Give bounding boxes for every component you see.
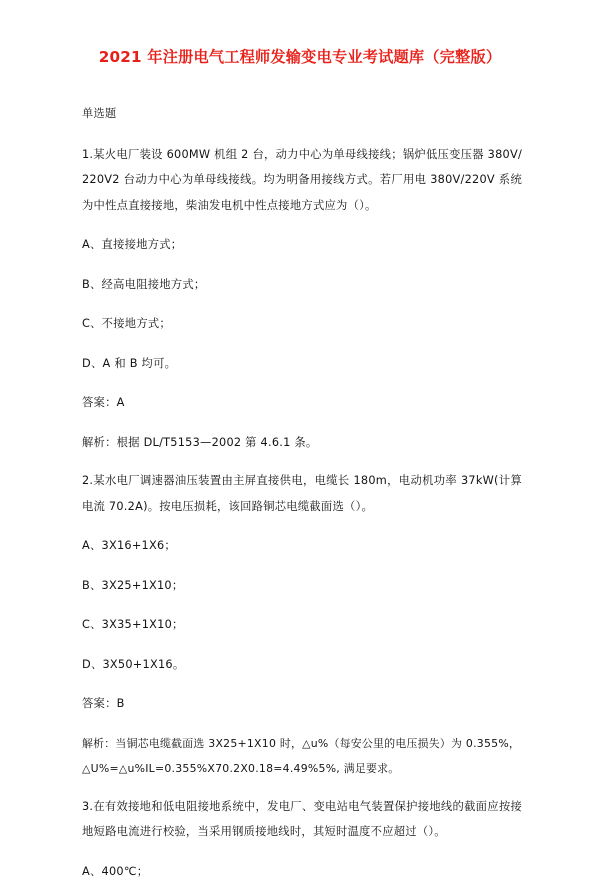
question-answer: 答案：A xyxy=(82,396,125,410)
question-stem: 1.某火电厂装设 600MW 机组 2 台，动力中心为单母线接线；锅炉低压变压器 380V/220V2 台动力中心为单母线接线。均为明备用接线方式。若厂用电 380V/220V 系统为中性点直接接地，柴油发电机中性点接地方式应为（）。 xyxy=(82,147,522,212)
question-answer: 答案：B xyxy=(82,697,125,711)
question-option: C、不接地方式； xyxy=(82,317,171,331)
question-analysis: 解析：当铜芯电缆截面选 3X25+1X10 时，△u%（每安公里的电压损失）为 0.355%， xyxy=(82,736,521,750)
question-option: A、400℃； xyxy=(82,864,149,878)
question-analysis: 解析：根据 DL/T5153—2002 第 4.6.1 条。 xyxy=(82,435,318,449)
question-option: C、3X35+1X10； xyxy=(82,618,184,632)
question-stem: 3.在有效接地和低电阻接地系统中，发电厂、变电站电气装置保护接地线的截面应按接地短路电流进行校验，当采用钢质接地线时，其短时温度不应超过（）。 xyxy=(82,799,522,839)
question-option: A、3X16+1X6； xyxy=(82,539,176,553)
question-analysis-continued: △U%=△u%IL=0.355%X70.2X0.18=4.49%5%, 满足要求。 xyxy=(82,761,400,775)
section-label-single-choice: 单选题 xyxy=(82,106,117,120)
page-title: 2021 年注册电气工程师发输变电专业考试题库（完整版） xyxy=(98,48,502,66)
document-body xyxy=(0,106,600,884)
question-option: B、3X25+1X10； xyxy=(82,578,184,592)
question-option: D、3X50+1X16。 xyxy=(82,657,185,671)
question-option: B、经高电阻接地方式； xyxy=(82,277,206,291)
question-stem: 2.某水电厂调速器油压装置由主屏直接供电，电缆长 180m，电动机功率 37kW(计算电流 70.2A)。按电压损耗，该回路铜芯电缆截面选（）。 xyxy=(82,474,522,513)
question-option: D、A 和 B 均可。 xyxy=(82,356,177,370)
question-option: A、直接接地方式； xyxy=(82,238,183,252)
